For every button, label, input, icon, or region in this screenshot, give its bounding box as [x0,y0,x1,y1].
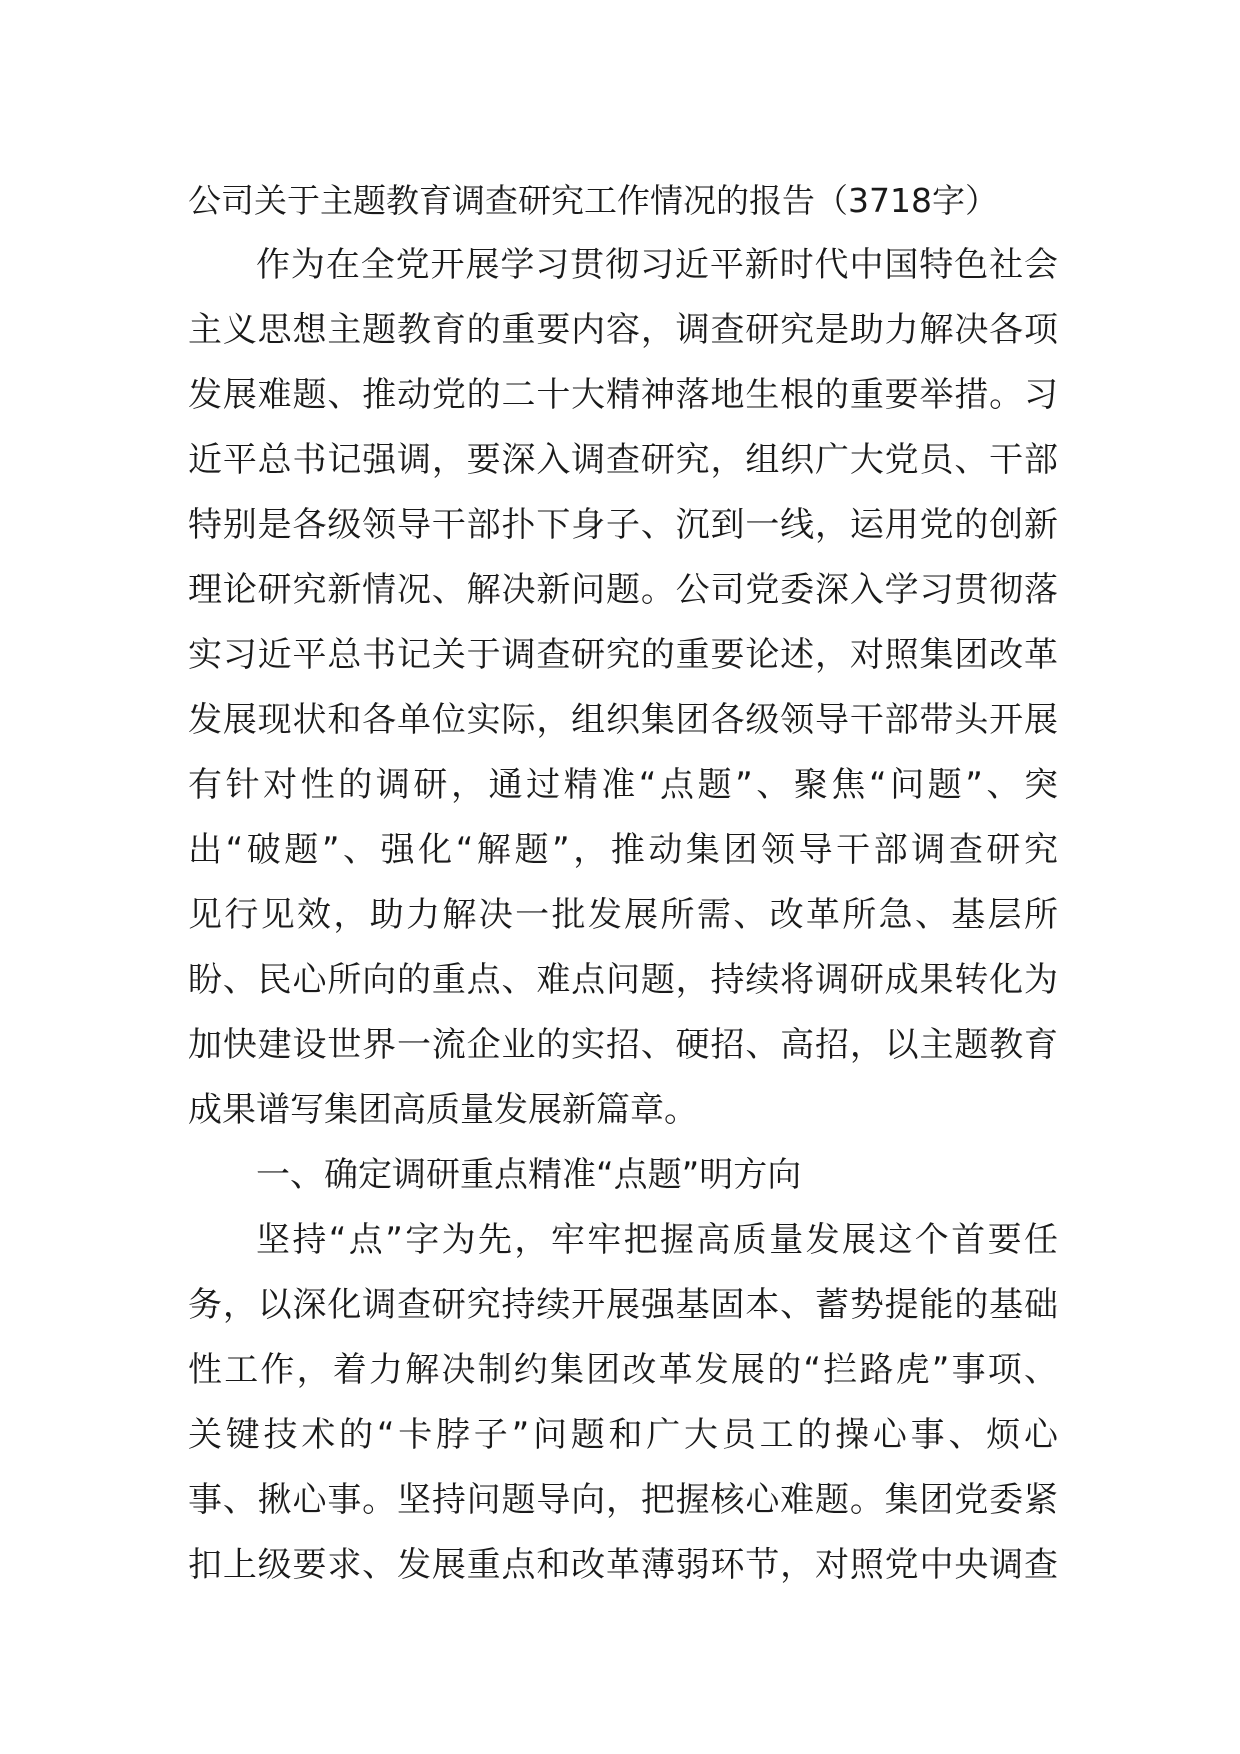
paragraph-1-line: 近平总书记强调，要深入调查研究，组织广大党员、干部 [188,440,1058,480]
paragraph-1-line: 出“破题”、强化“解题”，推动集团领导干部调查研究 [188,830,1058,870]
paragraph-1-line: 理论研究新情况、解决新问题。公司党委深入学习贯彻落 [188,570,1058,610]
document-title: 公司关于主题教育调查研究工作情况的报告（3718字） [188,181,998,220]
paragraph-1-line: 有针对性的调研，通过精准“点题”、聚焦“问题”、突 [188,765,1058,805]
paragraph-1-line: 实习近平总书记关于调查研究的重要论述，对照集团改革 [188,635,1058,675]
paragraph-2-line: 关键技术的“卡脖子”问题和广大员工的操心事、烦心 [188,1415,1058,1455]
paragraph-1-line: 发展现状和各单位实际，组织集团各级领导干部带头开展 [188,700,1058,740]
paragraph-2-line: 坚持“点”字为先，牢牢把握高质量发展这个首要任 [256,1220,1058,1260]
paragraph-1-line: 特别是各级领导干部扑下身子、沉到一线，运用党的创新 [188,505,1058,545]
paragraph-2-line: 性工作，着力解决制约集团改革发展的“拦路虎”事项、 [188,1350,1058,1390]
paragraph-1-line: 发展难题、推动党的二十大精神落地生根的重要举措。习 [188,375,1058,415]
paragraph-1-line: 加快建设世界一流企业的实招、硬招、高招，以主题教育 [188,1025,1058,1065]
paragraph-2-line: 扣上级要求、发展重点和改革薄弱环节，对照党中央调查 [188,1545,1058,1585]
paragraph-1-line: 成果谱写集团高质量发展新篇章。 [188,1090,698,1130]
paragraph-2-line: 务，以深化调查研究持续开展强基固本、蓄势提能的基础 [188,1285,1058,1325]
document-body [188,168,1058,1598]
paragraph-1-line: 见行见效，助力解决一批发展所需、改革所急、基层所 [188,895,1058,935]
section-1-heading: 一、确定调研重点精准“点题”明方向 [256,1155,802,1195]
paragraph-1-line: 主义思想主题教育的重要内容，调查研究是助力解决各项 [188,310,1058,350]
paragraph-1-line: 盼、民心所向的重点、难点问题，持续将调研成果转化为 [188,960,1058,1000]
paragraph-1-line: 作为在全党开展学习贯彻习近平新时代中国特色社会 [256,245,1058,285]
paragraph-2-line: 事、揪心事。坚持问题导向，把握核心难题。集团党委紧 [188,1480,1058,1520]
